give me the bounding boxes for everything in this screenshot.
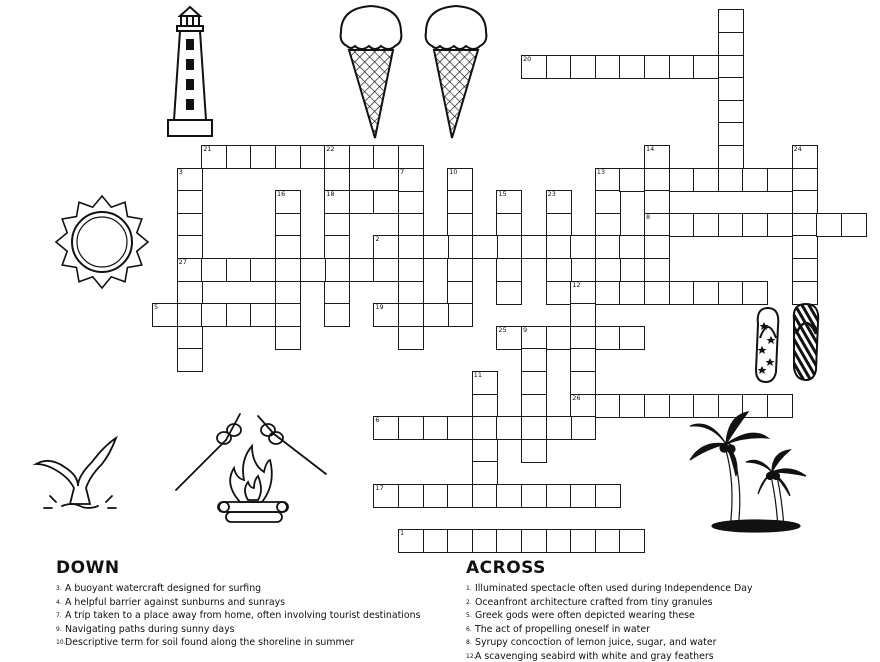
- clue-item-number: 9.: [56, 625, 62, 633]
- clue-item-number: 3.: [56, 585, 62, 592]
- crossword-cell[interactable]: [324, 213, 350, 237]
- crossword-cell[interactable]: [177, 213, 203, 237]
- crossword-cell[interactable]: [546, 416, 572, 440]
- crossword-cell[interactable]: [718, 145, 744, 169]
- clue-item: [466, 651, 714, 662]
- crossword-cell[interactable]: [693, 213, 719, 237]
- crossword-cell[interactable]: [546, 55, 572, 79]
- crossword-cell[interactable]: [496, 213, 522, 237]
- crossword-cell[interactable]: [177, 326, 203, 350]
- crossword-cell[interactable]: [644, 213, 670, 237]
- clue-number: 16: [277, 190, 286, 199]
- clue-item-text: A scavenging seabird with white and gray feathers: [475, 651, 714, 662]
- across-heading: ACROSS: [466, 558, 546, 578]
- crossword-cell[interactable]: [767, 168, 793, 192]
- crossword-cell[interactable]: [644, 394, 670, 418]
- crossword-cell[interactable]: [177, 235, 203, 259]
- clue-number: 10: [449, 167, 458, 176]
- crossword-cell[interactable]: [496, 190, 522, 214]
- crossword-cell[interactable]: [521, 439, 547, 463]
- crossword-cell[interactable]: [275, 213, 301, 237]
- crossword-cell[interactable]: [718, 55, 744, 79]
- clue-number: 12: [572, 280, 581, 289]
- crossword-cell[interactable]: [619, 326, 645, 350]
- clue-item: [56, 637, 354, 648]
- crossword-cell[interactable]: [250, 145, 276, 169]
- crossword-cell[interactable]: [398, 258, 424, 282]
- clue-number: 5: [154, 303, 159, 312]
- crossword-cell[interactable]: [595, 190, 621, 214]
- down-heading: DOWN: [56, 558, 120, 578]
- crossword-cell[interactable]: [398, 213, 424, 237]
- crossword-cell[interactable]: [447, 258, 473, 282]
- clue-number: 22: [326, 145, 335, 153]
- crossword-cell[interactable]: [373, 145, 399, 169]
- crossword-cell[interactable]: [398, 326, 424, 350]
- crossword-cell[interactable]: [792, 168, 818, 192]
- clue-number: 18: [326, 190, 335, 199]
- crossword-cell[interactable]: [644, 235, 670, 259]
- crossword-cell[interactable]: [570, 303, 596, 327]
- crossword-cell[interactable]: [669, 55, 695, 79]
- crossword-cell[interactable]: [472, 529, 498, 553]
- crossword-cell[interactable]: [177, 258, 203, 282]
- crossword-cell[interactable]: [447, 168, 473, 192]
- crossword-cell[interactable]: [570, 235, 596, 259]
- crossword-cell[interactable]: [816, 213, 842, 237]
- crossword-cell[interactable]: [447, 303, 473, 327]
- crossword-cell[interactable]: [644, 168, 670, 192]
- crossword-cell[interactable]: [521, 394, 547, 418]
- crossword-cell[interactable]: [570, 529, 596, 553]
- clue-number: 27: [178, 258, 187, 266]
- crossword-cell[interactable]: [275, 145, 301, 169]
- crossword-cell[interactable]: [570, 281, 596, 305]
- crossword-cell[interactable]: [300, 145, 326, 169]
- crossword-cell[interactable]: [398, 168, 424, 192]
- clue-item-number: 6.: [466, 625, 472, 633]
- clue-item-text: Illuminated spectacle often used during Independence Day: [475, 583, 753, 594]
- crossword-cell[interactable]: [570, 484, 596, 508]
- crossword-cell[interactable]: [398, 416, 424, 440]
- crossword-cell[interactable]: [152, 303, 178, 327]
- crossword-cell[interactable]: [595, 281, 621, 305]
- ice-cream-cone-icon: [420, 2, 492, 142]
- crossword-cell[interactable]: [718, 168, 744, 192]
- crossword-cell[interactable]: [619, 235, 645, 259]
- clue-number: 19: [375, 303, 384, 312]
- campfire-icon: [170, 410, 332, 528]
- crossword-cell[interactable]: [792, 190, 818, 214]
- crossword-cell[interactable]: [496, 326, 522, 350]
- palm-trees-icon: [686, 410, 810, 534]
- crossword-cell[interactable]: [177, 168, 203, 192]
- clue-number: 20: [523, 54, 532, 63]
- crossword-cell[interactable]: [644, 145, 670, 169]
- crossword-cell[interactable]: [373, 416, 399, 440]
- crossword-cell[interactable]: [669, 213, 695, 237]
- clue-number: 3: [178, 167, 183, 176]
- crossword-cell[interactable]: [619, 168, 645, 192]
- crossword-cell[interactable]: [275, 303, 301, 327]
- clue-item-number: 8.: [466, 639, 472, 647]
- clue-number: 23: [547, 190, 556, 199]
- crossword-cell[interactable]: [472, 484, 498, 508]
- crossword-cell[interactable]: [275, 281, 301, 305]
- clue-number: 26: [572, 393, 581, 402]
- clue-number: 6: [375, 416, 380, 425]
- flip-flops-icon: [750, 302, 830, 384]
- crossword-cell[interactable]: [570, 55, 596, 79]
- crossword-cell[interactable]: [742, 213, 768, 237]
- crossword-cell[interactable]: [546, 529, 572, 553]
- clue-item: [56, 624, 235, 635]
- crossword-cell[interactable]: [447, 281, 473, 305]
- crossword-cell[interactable]: [595, 258, 621, 282]
- clue-item: [466, 610, 695, 621]
- crossword-cell[interactable]: [570, 394, 596, 418]
- crossword-cell[interactable]: [521, 326, 547, 350]
- crossword-cell[interactable]: [546, 281, 572, 305]
- crossword-cell[interactable]: [349, 145, 375, 169]
- crossword-cell[interactable]: [546, 213, 572, 237]
- clue-item-text: A buoyant watercraft designed for surfing: [65, 583, 262, 594]
- crossword-cell[interactable]: [226, 145, 252, 169]
- crossword-cell[interactable]: [546, 484, 572, 508]
- crossword-cell[interactable]: [546, 190, 572, 214]
- crossword-cell[interactable]: [718, 77, 744, 101]
- crossword-cell[interactable]: [324, 190, 350, 214]
- crossword-cell[interactable]: [373, 235, 399, 259]
- clue-item-text: The act of propelling oneself in water: [475, 623, 650, 635]
- crossword-cell[interactable]: [619, 281, 645, 305]
- crossword-cell[interactable]: [718, 213, 744, 237]
- clue-item-number: 1.: [466, 585, 472, 592]
- crossword-cell[interactable]: [226, 303, 252, 327]
- crossword-cell[interactable]: [324, 303, 350, 327]
- crossword-cell[interactable]: [570, 371, 596, 395]
- clue-item: [466, 624, 650, 635]
- crossword-cell[interactable]: [521, 348, 547, 372]
- whale-tail-icon: [32, 430, 122, 515]
- crossword-cell[interactable]: [521, 235, 547, 259]
- crossword-cell[interactable]: [693, 168, 719, 192]
- crossword-cell[interactable]: [595, 529, 621, 553]
- crossword-cell[interactable]: [447, 213, 473, 237]
- crossword-cell[interactable]: [300, 258, 326, 282]
- clue-number: 8: [646, 212, 651, 221]
- crossword-cell[interactable]: [619, 394, 645, 418]
- crossword-cell[interactable]: [595, 235, 621, 259]
- crossword-cell[interactable]: [841, 213, 867, 237]
- crossword-cell[interactable]: [718, 32, 744, 56]
- crossword-cell[interactable]: [644, 281, 670, 305]
- clue-item-number: 7.: [56, 612, 62, 620]
- crossword-cell[interactable]: [472, 371, 498, 395]
- clue-number: 13: [596, 167, 606, 176]
- clue-number: 14: [646, 145, 655, 153]
- crossword-cell[interactable]: [447, 235, 473, 259]
- crossword-cell[interactable]: [546, 235, 572, 259]
- crossword-cell[interactable]: [693, 281, 719, 305]
- crossword-cell[interactable]: [521, 484, 547, 508]
- crossword-cell[interactable]: [423, 484, 449, 508]
- crossword-cell[interactable]: [718, 9, 744, 33]
- clue-item: [56, 583, 261, 594]
- clue-item: [466, 637, 716, 648]
- crossword-cell[interactable]: [792, 213, 818, 237]
- crossword-cell[interactable]: [447, 416, 473, 440]
- crossword-cell[interactable]: [447, 529, 473, 553]
- clue-item: [56, 597, 285, 608]
- crossword-cell[interactable]: [669, 168, 695, 192]
- crossword-cell[interactable]: [496, 281, 522, 305]
- clue-item: [466, 597, 712, 608]
- crossword-cell[interactable]: [792, 258, 818, 282]
- crossword-cell[interactable]: [398, 484, 424, 508]
- crossword-cell[interactable]: [644, 258, 670, 282]
- clue-item-text: Oceanfront architecture crafted from tiny granules: [475, 596, 713, 608]
- crossword-cell[interactable]: [595, 168, 621, 192]
- crossword-cell[interactable]: [373, 484, 399, 508]
- crossword-cell[interactable]: [423, 303, 449, 327]
- crossword-cell[interactable]: [595, 326, 621, 350]
- crossword-cell[interactable]: [595, 55, 621, 79]
- crossword-cell[interactable]: [201, 303, 227, 327]
- crossword-cell[interactable]: [718, 100, 744, 124]
- crossword-cell[interactable]: [595, 213, 621, 237]
- crossword-cell[interactable]: [423, 416, 449, 440]
- crossword-cell[interactable]: [718, 281, 744, 305]
- crossword-cell[interactable]: [669, 281, 695, 305]
- sun-icon: [52, 192, 152, 292]
- crossword-cell[interactable]: [398, 281, 424, 305]
- crossword-cell[interactable]: [324, 235, 350, 259]
- crossword-cell[interactable]: [398, 145, 424, 169]
- clue-number: 9: [523, 325, 528, 334]
- crossword-cell[interactable]: [275, 190, 301, 214]
- crossword-cell[interactable]: [250, 258, 276, 282]
- clue-item-number: 12.: [466, 653, 476, 660]
- clue-item: [466, 583, 753, 594]
- crossword-cell[interactable]: [177, 281, 203, 305]
- crossword-cell[interactable]: [521, 416, 547, 440]
- crossword-cell[interactable]: [472, 416, 498, 440]
- crossword-cell[interactable]: [275, 258, 301, 282]
- crossword-cell[interactable]: [275, 326, 301, 350]
- crossword-cell[interactable]: [398, 529, 424, 553]
- crossword-cell[interactable]: [447, 190, 473, 214]
- clue-item-text: Syrupy concoction of lemon juice, sugar, and water: [475, 637, 717, 649]
- crossword-cell[interactable]: [447, 484, 473, 508]
- crossword-cell[interactable]: [521, 55, 547, 79]
- crossword-cell[interactable]: [570, 326, 596, 350]
- crossword-cell[interactable]: [619, 55, 645, 79]
- crossword-cell[interactable]: [423, 529, 449, 553]
- clue-item-text: Navigating paths during sunny days: [65, 623, 235, 635]
- crossword-cell[interactable]: [324, 145, 350, 169]
- crossword-cell[interactable]: [546, 258, 572, 282]
- crossword-cell[interactable]: [373, 303, 399, 327]
- crossword-cell[interactable]: [521, 371, 547, 395]
- clue-number: 1: [400, 529, 405, 538]
- crossword-cell[interactable]: [472, 439, 498, 463]
- crossword-cell[interactable]: [373, 190, 399, 214]
- crossword-cell[interactable]: [496, 484, 522, 508]
- crossword-cell[interactable]: [423, 235, 449, 259]
- clue-item-number: 5.: [466, 612, 472, 620]
- crossword-cell[interactable]: [570, 416, 596, 440]
- clue-item-text: A trip taken to a place away from home, often involving tourist destinations: [65, 610, 421, 622]
- clue-item-number: 2.: [466, 598, 472, 606]
- crossword-cell[interactable]: [496, 416, 522, 440]
- ice-cream-cone-icon: [335, 2, 407, 142]
- crossword-cell[interactable]: [521, 529, 547, 553]
- crossword-cell[interactable]: [644, 190, 670, 214]
- crossword-cell[interactable]: [349, 258, 375, 282]
- lighthouse-icon: [160, 2, 220, 142]
- crossword-cell[interactable]: [792, 235, 818, 259]
- clue-item-text: Descriptive term for soil found along the shoreline in summer: [65, 637, 355, 649]
- crossword-cell[interactable]: [644, 55, 670, 79]
- crossword-cell[interactable]: [595, 484, 621, 508]
- crossword-cell[interactable]: [546, 326, 572, 350]
- clue-item: [56, 610, 420, 621]
- crossword-cell[interactable]: [742, 168, 768, 192]
- crossword-cell[interactable]: [767, 213, 793, 237]
- clue-item-text: A helpful barrier against sunburns and sunrays: [65, 596, 286, 608]
- clue-item-number: 10.: [56, 639, 66, 647]
- crossword-cell[interactable]: [496, 258, 522, 282]
- crossword-cell[interactable]: [324, 258, 350, 282]
- crossword-cell[interactable]: [201, 145, 227, 169]
- crossword-cell[interactable]: [373, 258, 399, 282]
- crossword-cell[interactable]: [595, 394, 621, 418]
- crossword-cell[interactable]: [226, 258, 252, 282]
- crossword-cell[interactable]: [349, 190, 375, 214]
- crossword-cell[interactable]: [398, 303, 424, 327]
- crossword-cell[interactable]: [496, 529, 522, 553]
- crossword-cell[interactable]: [718, 122, 744, 146]
- crossword-cell[interactable]: [496, 235, 522, 259]
- clue-number: 11: [473, 371, 483, 379]
- crossword-cell[interactable]: [619, 529, 645, 553]
- crossword-cell[interactable]: [177, 303, 203, 327]
- clue-number: 2: [375, 235, 380, 244]
- crossword-cell[interactable]: [693, 55, 719, 79]
- crossword-cell[interactable]: [472, 235, 498, 259]
- crossword-cell[interactable]: [398, 190, 424, 214]
- crossword-cell[interactable]: [201, 258, 227, 282]
- crossword-cell[interactable]: [398, 235, 424, 259]
- clue-number: 15: [498, 190, 507, 199]
- crossword-cell[interactable]: [177, 348, 203, 372]
- crossword-cell[interactable]: [570, 348, 596, 372]
- clue-number: 24: [793, 145, 802, 153]
- clue-item-text: Greek gods were often depicted wearing these: [475, 610, 695, 622]
- crossword-cell[interactable]: [324, 168, 350, 192]
- clue-number: 25: [498, 325, 507, 334]
- clue-number: 7: [400, 167, 405, 176]
- crossword-cell[interactable]: [472, 461, 498, 485]
- crossword-cell[interactable]: [472, 394, 498, 418]
- clue-item-number: 4.: [56, 598, 62, 606]
- crossword-cell[interactable]: [792, 145, 818, 169]
- crossword-cell[interactable]: [275, 235, 301, 259]
- crossword-cell[interactable]: [324, 281, 350, 305]
- clue-number: 17: [375, 484, 384, 492]
- clue-number: 21: [203, 145, 212, 153]
- crossword-cell[interactable]: [177, 190, 203, 214]
- crossword-cell[interactable]: [250, 303, 276, 327]
